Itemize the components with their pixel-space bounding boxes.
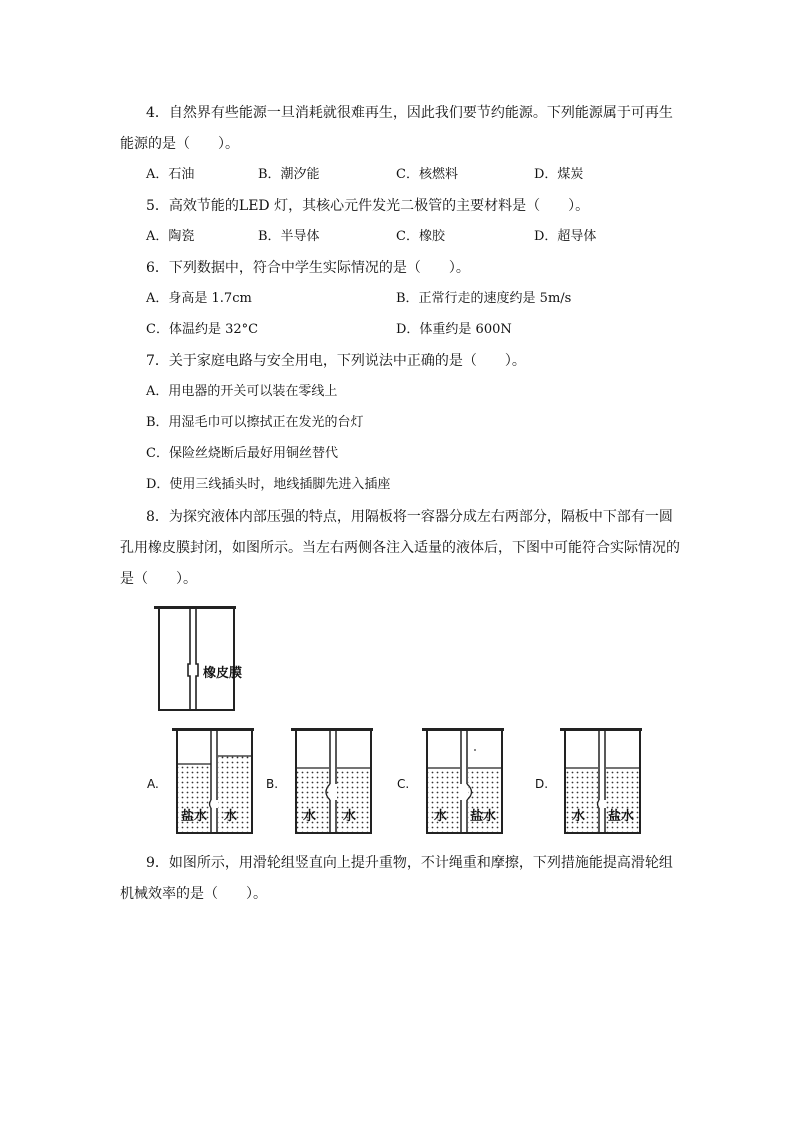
q8-figure-option-b[interactable] (266, 728, 373, 833)
q8-stem-line1: 8．为探究液体内部压强的特点，用隔板将一容器分成左右两部分，隔板中下部有一圆 (146, 509, 673, 525)
q5-option-c[interactable]: C．橡胶 (396, 229, 445, 244)
q9-stem-line1: 9．如图所示，用滑轮组竖直向上提升重物，不计绳重和摩擦，下列措施能提高滑轮组 (146, 855, 673, 871)
q6-stem: 6．下列数据中，符合中学生实际情况的是（ ）。 (146, 260, 470, 276)
liquid-label-c-right: 盐水 (470, 809, 497, 824)
membrane-label: 橡皮膜 (203, 666, 243, 681)
q8-stem-line3: 是（ ）。 (120, 571, 197, 587)
q7-stem: 7．关于家庭电路与安全用电，下列说法中正确的是（ ）。 (146, 353, 526, 369)
q6-option-c[interactable]: C．体温约是 32°C (146, 322, 259, 337)
figure-label-d: D. (535, 777, 549, 791)
liquid-label-a-right: 水 (224, 809, 238, 824)
liquid-label-b-left: 水 (303, 809, 317, 824)
q5-stem: 5．高效节能的LED 灯，其核心元件发光二极管的主要材料是（ ）。 (146, 198, 590, 214)
q7-option-a[interactable]: A．用电器的开关可以装在零线上 (146, 384, 338, 399)
q8-figure-option-a[interactable] (147, 728, 254, 833)
q6-option-b[interactable]: B．正常行走的速度约是 5m/s (396, 291, 572, 306)
q8-figure-option-d[interactable] (535, 728, 642, 833)
q8-figure (0, 600, 794, 860)
q4-option-d[interactable]: D．煤炭 (534, 167, 584, 182)
q4-option-c[interactable]: C．核燃料 (396, 167, 458, 182)
q9-stem-line2: 机械效率的是（ ）。 (120, 886, 267, 902)
q6-option-d[interactable]: D．体重约是 600N (396, 322, 512, 337)
q7-option-c[interactable]: C．保险丝烧断后最好用铜丝替代 (146, 446, 338, 461)
q7-option-b[interactable]: B．用湿毛巾可以擦拭正在发光的台灯 (146, 415, 364, 430)
q7-option-d[interactable]: D．使用三线插头时，地线插脚先进入插座 (146, 477, 391, 492)
liquid-label-c-left: 水 (434, 809, 448, 824)
figure-label-a: A. (147, 777, 159, 791)
q4-option-b[interactable]: B．潮汐能 (258, 167, 320, 182)
reference-container (154, 606, 242, 710)
q8-figure-option-c[interactable] (397, 728, 504, 833)
liquid-label-b-right: 水 (343, 809, 357, 824)
q6-option-a[interactable]: A．身高是 1.7cm (146, 291, 252, 306)
liquid-label-d-left: 水 (572, 809, 586, 824)
q8-stem-line2: 孔用橡皮膜封闭，如图所示。当左右两侧各注入适量的液体后，下图中可能符合实际情况的 (120, 540, 680, 556)
liquid-label-d-right: 盐水 (608, 809, 635, 824)
figure-label-b: B. (266, 777, 279, 791)
q4-option-a[interactable]: A．石油 (146, 167, 195, 182)
q5-option-d[interactable]: D．超导体 (534, 229, 597, 244)
figure-label-c: C. (397, 777, 410, 791)
liquid-label-a-left: 盐水 (181, 809, 208, 824)
q5-option-a[interactable]: A．陶瓷 (146, 229, 195, 244)
q5-option-b[interactable]: B．半导体 (258, 229, 320, 244)
q4-stem-line1: 4．自然界有些能源一旦消耗就很难再生，因此我们要节约能源。下列能源属于可再生 (146, 105, 673, 121)
q4-stem-line2: 能源的是（ ）。 (120, 136, 239, 152)
